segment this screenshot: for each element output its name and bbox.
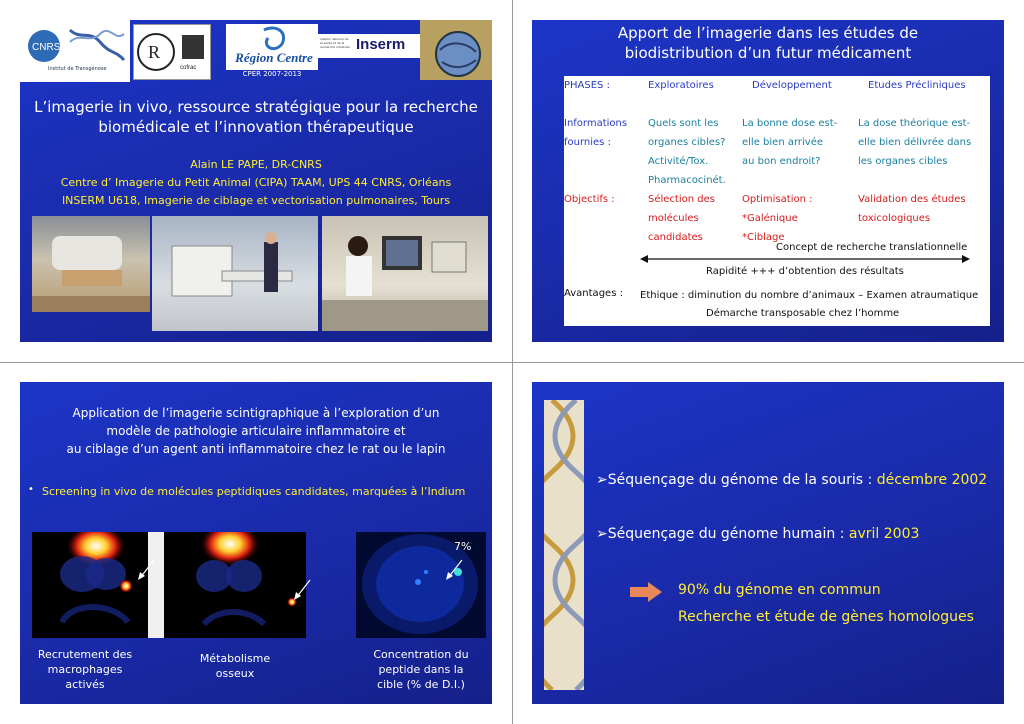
scan-peptide <box>356 532 486 638</box>
obj-c2-2: *Ciblage <box>742 232 785 243</box>
affiliation-1: Centre d’ Imagerie du Petit Animal (CIPA) TAAM, UPS 44 CNRS, Orléans <box>60 176 452 189</box>
caption-1-line1: Recrutement des <box>37 648 133 661</box>
obj-c3-1: toxicologiques <box>858 213 931 224</box>
slide-1 <box>20 20 492 342</box>
scan-image-1 <box>32 532 148 638</box>
info-label-2: fournies : <box>564 137 611 148</box>
info-c3-2: les organes cibles <box>858 156 948 167</box>
inserm-logo <box>318 34 420 58</box>
caption-2-line1: Métabolisme <box>199 652 271 665</box>
institute-name: Institut de Transgénose <box>48 66 107 72</box>
right-arrow-icon <box>630 582 662 602</box>
affiliation-2: INSERM U618, Imagerie de ciblage et vectorisation pulmonaires, Tours <box>61 194 451 207</box>
translational-concept: Concept de recherche translationnelle <box>776 242 968 253</box>
svg-text:R: R <box>148 42 161 62</box>
col-precliniques: Etudes Précliniques <box>868 80 966 91</box>
obj-c2-1: *Galénique <box>742 213 798 224</box>
genome-mouse-line <box>596 472 987 488</box>
photo-gamma-camera <box>152 216 318 331</box>
scan-image-2 <box>164 532 306 638</box>
homologous-genes-text: Recherche et étude de gènes homologues <box>678 609 974 625</box>
slide3-title-line1: Application de l’imagerie scintigraphique à l’exploration d’un <box>72 406 440 420</box>
slide3-title-line3: au ciblage d’un agent anti inflammatoire chez le rat ou le lapin <box>66 442 446 456</box>
genome-human-label: ➢Séquençage du génome humain : <box>596 526 849 542</box>
info-c1-1: organes cibles? <box>648 137 726 148</box>
caption-3-line1: Concentration du <box>373 648 469 661</box>
info-c3-0: La dose théorique est- <box>858 118 971 129</box>
avantage-1: Ethique : diminution du nombre d’animaux – Examen atraumatique <box>640 290 979 301</box>
globe-icon <box>420 20 492 80</box>
inserm-text: Inserm <box>356 36 406 53</box>
scan-macrophages <box>32 532 148 638</box>
col-exploratoires: Exploratoires <box>648 80 714 91</box>
cnrs-mark <box>20 20 130 82</box>
slide-2 <box>532 20 1004 342</box>
canceropole-logo <box>420 20 492 80</box>
camera-illustration <box>152 216 318 331</box>
scan-bone <box>164 532 306 638</box>
genome-mouse-label: ➢Séquençage du génome de la souris : <box>596 472 877 488</box>
author: Alain LE PAPE, DR-CNRS <box>190 158 322 171</box>
cnrs-logo <box>20 20 130 82</box>
slide-4 <box>532 382 1004 704</box>
scanner-illustration <box>32 216 150 312</box>
page-divider-horizontal <box>0 362 1024 363</box>
genome-mouse-date: décembre 2002 <box>876 472 988 488</box>
workstation-illustration <box>322 216 488 331</box>
slide1-title-line2: biomédicale et l’innovation thérapeutique <box>98 118 414 136</box>
obj-c1-1: molécules <box>648 213 699 224</box>
cofrac-text: cofrac <box>180 65 197 71</box>
obj-c1-2: candidates <box>648 232 703 243</box>
avantage-2: Démarche transposable chez l’homme <box>706 308 900 319</box>
slide3-title-line2: modèle de pathologie articulaire inflammatoire et <box>106 424 406 438</box>
r-seal-icon <box>134 25 210 79</box>
info-c1-2: Activité/Tox. <box>648 156 709 167</box>
arrow-icon-1 <box>136 558 156 582</box>
photo-workstation <box>322 216 488 331</box>
slide2-title-line1: Apport de l’imagerie dans les études de <box>617 24 919 42</box>
phases-label: PHASES : <box>564 80 610 91</box>
avantages-label: Avantages : <box>564 288 623 299</box>
col-developpement: Développement <box>752 80 832 91</box>
slide2-title-line2: biodistribution d’un futur médicament <box>624 44 912 62</box>
genome-human-line <box>596 526 919 542</box>
arrow-icon-3 <box>444 558 464 582</box>
objectifs-label: Objectifs : <box>564 194 615 205</box>
info-c2-0: La bonne dose est- <box>742 118 838 129</box>
region-centre-text: Région Centre <box>235 50 313 65</box>
cofrac-logo <box>133 24 211 80</box>
info-c1-0: Quels sont les <box>648 118 719 129</box>
bullet-dot: • <box>28 484 34 495</box>
arrow-icon-2 <box>292 578 312 602</box>
cnrs-text: CNRS <box>32 42 61 53</box>
genome-common-text: 90% du génome en commun <box>678 582 881 598</box>
photo-imaging-device <box>32 216 150 312</box>
slide-3 <box>20 382 492 704</box>
phases-table <box>564 76 990 326</box>
info-c2-2: au bon endroit? <box>742 156 821 167</box>
info-c2-1: elle bien arrivée <box>742 137 824 148</box>
cper-label: CPER 2007-2013 <box>242 70 302 78</box>
obj-c2-0: Optimisation : <box>742 194 813 205</box>
info-c3-1: elle bien délivrée dans <box>858 137 972 148</box>
info-label-1: Informations <box>564 118 628 129</box>
slide1-title-line1: L’imagerie in vivo, ressource stratégique pour la recherche <box>34 98 478 116</box>
scan-separator <box>148 532 164 638</box>
info-c1-3: Pharmacocinét. <box>648 175 726 186</box>
inserm-small-text: Institut national de la santé et de la recherche médicale <box>320 37 350 49</box>
caption-1-line3: activés <box>65 678 105 691</box>
caption-1-line2: macrophages <box>47 663 123 676</box>
caption-3-line3: cible (% de D.I.) <box>377 678 465 691</box>
rapidity-note: Rapidité +++ d’obtention des résultats <box>706 266 904 277</box>
caption-2-line2: osseux <box>215 667 255 680</box>
caption-3-line2: peptide dans la <box>378 663 464 676</box>
dna-helix-image <box>544 400 584 690</box>
percent-label: 7% <box>454 540 472 553</box>
screening-bullet: Screening in vivo de molécules peptidiques candidates, marquées à l’Indium <box>42 485 466 498</box>
genome-human-date: avril 2003 <box>848 526 920 542</box>
obj-c1-0: Sélection des <box>648 194 715 205</box>
region-centre-logo <box>226 24 318 70</box>
obj-c3-0: Validation des études <box>858 194 966 205</box>
